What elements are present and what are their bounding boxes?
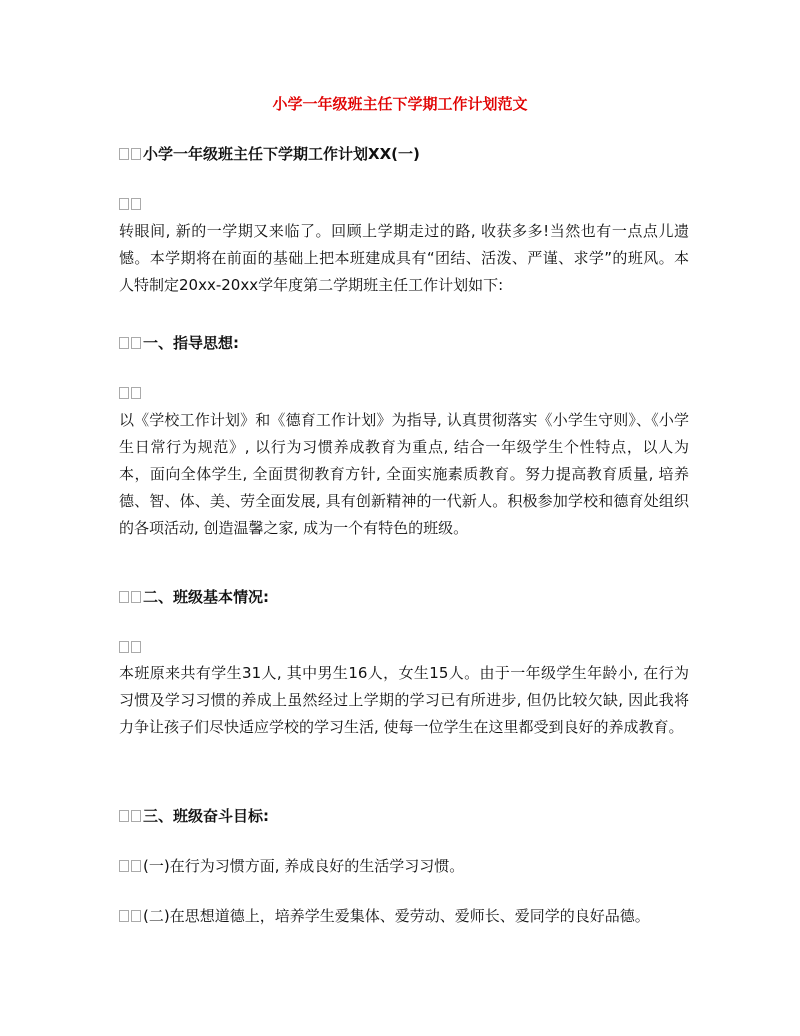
section-2-heading: 二、班级基本情况: <box>143 588 269 606</box>
goal-line-2 <box>119 906 689 926</box>
section-2-paragraph: 本班原来共有学生31人, 其中男生16人，女生15人。由于一年级学生年龄小, 在行为习惯及学习习惯的养成上虽然经过上学期的学习已有所进步, 但仍比较欠缺, 因此我将力争让孩子们尽快适应学校的学习生活, 使每一位学生在这里都受到良好的养成教育。 <box>119 664 689 736</box>
missing-glyph-icon <box>119 591 129 603</box>
subtitle: 小学一年级班主任下学期工作计划XX(一) <box>143 145 420 163</box>
missing-glyph-icon <box>119 910 129 922</box>
missing-glyph-icon <box>131 910 141 922</box>
missing-glyph-icon <box>131 641 141 653</box>
missing-glyph-icon <box>131 387 141 399</box>
missing-glyph-icon <box>131 148 141 160</box>
missing-glyph-icon <box>119 860 129 872</box>
section-3-heading: 三、班级奋斗目标: <box>143 807 269 825</box>
blank-line <box>119 637 689 657</box>
section-heading-2 <box>119 587 689 607</box>
section-heading-1 <box>119 333 689 353</box>
missing-glyph-icon <box>131 810 141 822</box>
missing-glyph-icon <box>131 591 141 603</box>
blank-line <box>119 194 689 214</box>
missing-glyph-icon <box>131 198 141 210</box>
missing-glyph-icon <box>119 810 129 822</box>
missing-glyph-icon <box>119 337 129 349</box>
intro-paragraph: 转眼间, 新的一学期又来临了。回顾上学期走过的路, 收获多多!当然也有一点点儿遗憾。本学期将在前面的基础上把本班建成具有“团结、活泼、严谨、求学”的班风。本人特制定20xx-20xx学年度第二学期班主任工作计划如下: <box>119 222 689 294</box>
missing-glyph-icon <box>119 148 129 160</box>
missing-glyph-icon <box>119 641 129 653</box>
missing-glyph-icon <box>131 860 141 872</box>
goal-line-1 <box>119 856 689 876</box>
blank-line <box>119 383 689 403</box>
missing-glyph-icon <box>119 198 129 210</box>
section-1-heading: 一、指导思想: <box>143 334 239 352</box>
document-title: 小学一年级班主任下学期工作计划范文 <box>272 95 528 113</box>
missing-glyph-icon <box>119 387 129 399</box>
goal-2: (二)在思想道德上，培养学生爱集体、爱劳动、爱师长、爱同学的良好品德。 <box>143 907 650 925</box>
goal-1: (一)在行为习惯方面, 养成良好的生活学习习惯。 <box>143 857 465 875</box>
missing-glyph-icon <box>131 337 141 349</box>
section-1-paragraph: 以《学校工作计划》和《德育工作计划》为指导, 认真贯彻落实《小学生守则》、《小学生日常行为规范》, 以行为习惯养成教育为重点, 结合一年级学生个性特点，以人为本，面向全体学生, 全面贯彻教育方针, 全面实施素质教育。努力提高教育质量, 培养德、智、体、美、劳全面发展, 具有创新精神的一代新人。积极参加学校和德育处组织的各项活动, 创造温馨之家, 成为一个有特色的班级。 <box>119 411 689 537</box>
subtitle-line <box>119 144 689 164</box>
section-heading-3 <box>119 806 689 826</box>
